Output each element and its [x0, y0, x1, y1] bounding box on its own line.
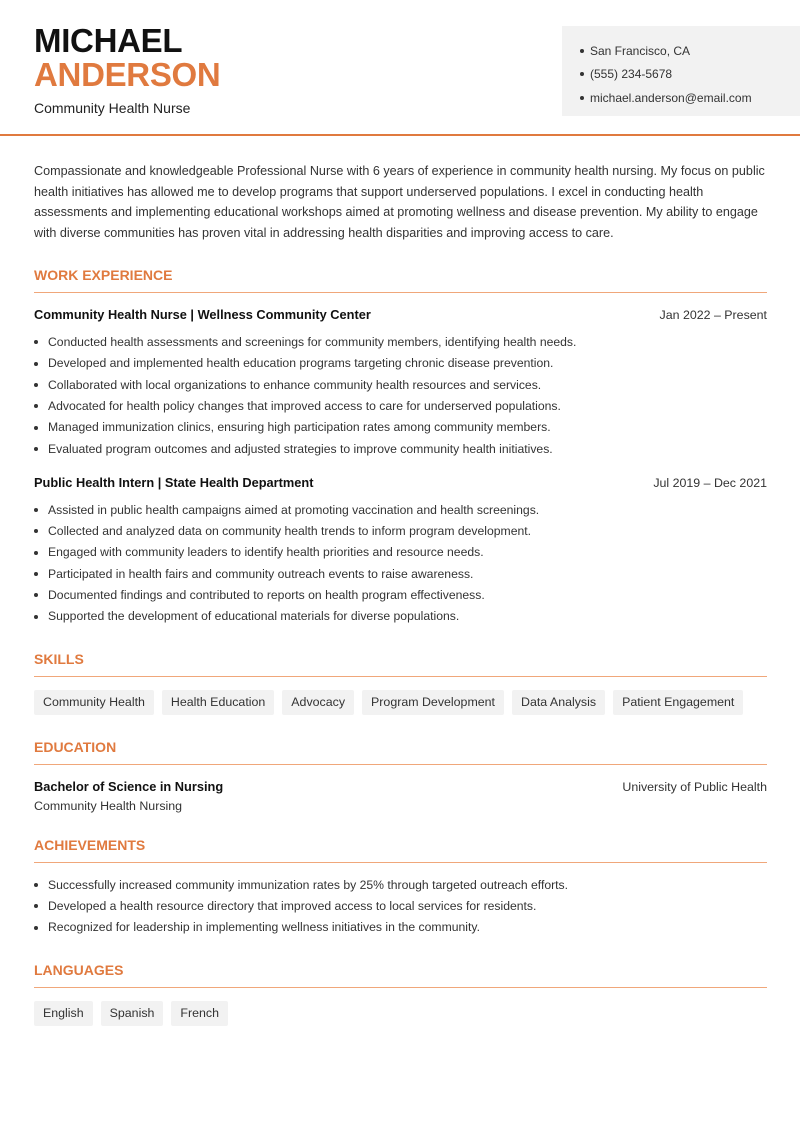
- list-item: [34, 584, 767, 605]
- bullet-text: Documented findings and contributed to reports on health program effectiveness.: [48, 587, 485, 602]
- list-item: [34, 331, 767, 352]
- bullet-icon: [34, 529, 38, 533]
- bullet-text: Evaluated program outcomes and adjusted strategies to improve community health initiatives.: [48, 441, 553, 456]
- contact-phone-text: (555) 234-5678: [590, 67, 673, 82]
- list-item: [34, 874, 767, 895]
- job-bullets: [34, 331, 767, 459]
- list-item: [34, 520, 767, 541]
- contact-email-text[interactable]: michael.anderson@email.com: [590, 90, 752, 105]
- bullet-text: Collected and analyzed data on community health trends to inform program development.: [48, 524, 532, 539]
- contact-box: [562, 26, 800, 116]
- job-role: Community Health Nurse | Wellness Community Center: [34, 307, 371, 323]
- list-item: [34, 417, 767, 438]
- bullet-icon: [34, 904, 38, 908]
- bullet-text: Engaged with community leaders to identify health priorities and resource needs.: [48, 545, 484, 560]
- job-bullets: [34, 499, 767, 627]
- bullet-text: Collaborated with local organizations to enhance community health resources and services.: [48, 377, 542, 392]
- list-item: [34, 395, 767, 416]
- job-entry: [34, 307, 767, 459]
- list-item: [34, 563, 767, 584]
- bullet-icon: [34, 383, 38, 387]
- contact-email[interactable]: [580, 86, 800, 110]
- bullet-icon: [34, 572, 38, 576]
- last-name: ANDERSON: [34, 56, 221, 93]
- achievements-list: [34, 874, 767, 938]
- education-entry: [34, 779, 767, 794]
- languages-heading: LANGUAGES: [34, 962, 767, 988]
- skill-tag: Community Health: [34, 690, 154, 715]
- bullet-text: Developed and implemented health education programs targeting chronic disease prevention.: [48, 356, 554, 371]
- education-school: University of Public Health: [622, 779, 767, 794]
- bullet-icon: [34, 404, 38, 408]
- bullet-text: Assisted in public health campaigns aimed at promoting vaccination and health screenings.: [48, 502, 540, 517]
- work-experience-heading: WORK EXPERIENCE: [34, 267, 767, 293]
- contact-location-text: San Francisco, CA: [590, 43, 691, 58]
- education-field: Community Health Nursing: [34, 798, 183, 813]
- bullet-icon: [34, 447, 38, 451]
- bullet-text: Supported the development of educational materials for diverse populations.: [48, 609, 460, 624]
- bullet-icon: [34, 926, 38, 930]
- bullet-text: Conducted health assessments and screenings for community members, identifying health needs.: [48, 335, 577, 350]
- bullet-icon: [34, 593, 38, 597]
- bullet-text: Successfully increased community immunization rates by 25% through targeted outreach efforts.: [48, 877, 569, 892]
- bullet-icon: [34, 551, 38, 555]
- contact-phone: [580, 63, 800, 87]
- skill-tag: Program Development: [362, 690, 504, 715]
- language-tag: English: [34, 1001, 93, 1026]
- bullet-icon: [580, 96, 584, 100]
- list-item: [34, 353, 767, 374]
- language-tag: Spanish: [101, 1001, 164, 1026]
- list-item: [34, 499, 767, 520]
- education-degree: Bachelor of Science in Nursing: [34, 778, 224, 794]
- job-dates: Jul 2019 – Dec 2021: [653, 476, 767, 491]
- bullet-icon: [580, 72, 584, 76]
- resume-body: [34, 136, 767, 1026]
- list-item: [34, 438, 767, 459]
- bullet-icon: [34, 340, 38, 344]
- skill-tag: Health Education: [162, 690, 274, 715]
- skills-tags: [34, 690, 767, 715]
- job-title: Community Health Nurse: [34, 100, 191, 116]
- languages-tags: [34, 1001, 767, 1026]
- bullet-icon: [580, 49, 584, 53]
- job-dates: Jan 2022 – Present: [659, 308, 767, 323]
- list-item: [34, 542, 767, 563]
- job-role: Public Health Intern | State Health Department: [34, 475, 314, 491]
- bullet-icon: [34, 883, 38, 887]
- list-item: [34, 606, 767, 627]
- first-name: MICHAEL: [34, 22, 183, 59]
- list-item: [34, 895, 767, 916]
- bullet-icon: [34, 426, 38, 430]
- bullet-text: Recognized for leadership in implementing wellness initiatives in the community.: [48, 920, 480, 935]
- list-item: [34, 374, 767, 395]
- education-heading: EDUCATION: [34, 739, 767, 765]
- skill-tag: Data Analysis: [512, 690, 605, 715]
- skill-tag: Patient Engagement: [613, 690, 743, 715]
- contact-location: [580, 39, 800, 63]
- achievements-heading: ACHIEVEMENTS: [34, 837, 767, 863]
- bullet-text: Developed a health resource directory that improved access to local services for residents.: [48, 898, 537, 913]
- bullet-text: Managed immunization clinics, ensuring high participation rates among community members.: [48, 420, 551, 435]
- bullet-text: Participated in health fairs and community outreach events to raise awareness.: [48, 566, 474, 581]
- bullet-icon: [34, 508, 38, 512]
- summary: Compassionate and knowledgeable Professional Nurse with 6 years of experience in community health nursing. My focus on public health initiatives has allowed me to develop programs that support underserved populations. I excel in conducting health assessments and implementing educational workshops aimed at promoting wellness and disease prevention. My ability to engage with diverse communities has proven vital in addressing health disparities and improving access to care.: [34, 164, 765, 240]
- bullet-text: Advocated for health policy changes that improved access to care for underserved populations.: [48, 398, 561, 413]
- skill-tag: Advocacy: [282, 690, 354, 715]
- job-entry: [34, 475, 767, 627]
- list-item: [34, 917, 767, 938]
- resume-header: [0, 0, 800, 136]
- skills-heading: SKILLS: [34, 651, 767, 677]
- bullet-icon: [34, 362, 38, 366]
- bullet-icon: [34, 615, 38, 619]
- language-tag: French: [171, 1001, 228, 1026]
